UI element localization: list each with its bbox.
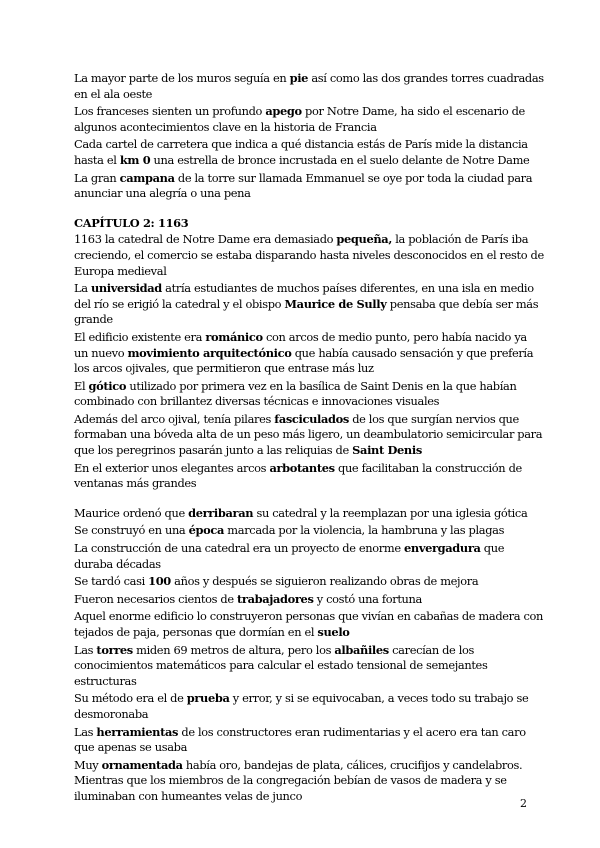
text-run: su catedral y la reemplazan por una iglesia gótica (253, 505, 528, 520)
paragraph (74, 379, 544, 410)
paragraph (74, 281, 544, 328)
paragraph (74, 725, 544, 756)
text-run: marcada por la violencia, la hambruna y las plagas (224, 523, 505, 538)
paragraph (74, 71, 544, 102)
paragraph (74, 461, 544, 492)
page-content (74, 71, 544, 805)
text-run: de la torre sur llamada Emmanuel se oye por toda la ciudad para anunciar una alegría o una pena (74, 170, 533, 201)
text-run: con arcos de medio punto, pero había nacido ya un nuevo (74, 329, 527, 360)
bold-term: 100 (148, 574, 171, 589)
text-run: La gran (74, 170, 120, 185)
text-run: Cada cartel de carretera que indica a qué distancia estás de París mide la distancia hasta el (74, 137, 528, 167)
text-run: Maurice ordenó que (74, 505, 189, 520)
bold-term: km 0 (119, 152, 151, 167)
paragraph-gap (74, 202, 544, 216)
text-run: y error, y si se equivocaban, a veces todo su trabajo se desmoronaba (74, 691, 529, 721)
text-run: Muy (74, 757, 102, 772)
paragraph (74, 609, 544, 640)
bold-term: movimiento arquitectónico (127, 345, 292, 360)
bold-term: fasciculados (274, 411, 349, 426)
bold-term: herramientas (96, 724, 179, 739)
bold-term: prueba (186, 691, 230, 706)
bold-term: gótico (88, 378, 127, 393)
text-run: había oro, bandejas de plata, cálices, crucifijos y candelabros. Mientras que los miembros de la congregación bebían de vasos de madera y se iluminaban con humeantes velas de junco (74, 757, 523, 803)
bold-term: Saint Denis (352, 443, 422, 458)
page-number: 2 (520, 797, 527, 810)
paragraph (74, 506, 544, 522)
section-intro (74, 71, 544, 202)
bold-term: arbotantes (269, 460, 335, 475)
section-construction (74, 506, 544, 805)
text-run: pensaba que debía ser más grande (74, 296, 539, 327)
paragraph (74, 104, 544, 135)
text-run: Se tardó casi (74, 574, 149, 589)
bold-term: suelo (317, 625, 350, 639)
text-run: así como las dos grandes torres cuadradas en el ala oeste (74, 71, 544, 101)
paragraph (74, 643, 544, 690)
text-run: Además del arco ojival, tenía pilares (74, 411, 275, 426)
bold-term: Maurice de Sully (284, 296, 387, 311)
text-run: miden 69 metros de altura, pero los (132, 642, 335, 657)
text-run: Las (74, 642, 97, 657)
bold-term: época (188, 523, 225, 538)
chapter-title: CAPÍTULO 2: 1163 (74, 215, 189, 230)
paragraph (74, 232, 544, 279)
paragraph (74, 758, 544, 805)
text-run: El edificio existente era (74, 329, 206, 344)
text-run: En el exterior unos elegantes arcos (74, 460, 270, 475)
paragraph (74, 412, 544, 459)
text-run: La construcción de una catedral era un proyecto de enorme (74, 541, 404, 556)
text-run: carecían de los conocimientos matemáticos para calcular el estado tensional de semejantes estructuras (74, 642, 488, 688)
text-run: una estrella de bronce incrustada en el suelo delante de Notre Dame (150, 152, 530, 167)
bold-term: ornamentada (101, 757, 183, 772)
text-run: de los que surgían nervios que formaban una bóveda alta de un peso más ligero, un deambulatorio semicircular para que los peregrinos pasarán junto a las reliquias de (74, 411, 543, 458)
text-run: utilizado por primera vez en la basílica de Saint Denis en la que habían combinado con brillantez diversas técnicas e innovaciones visuales (74, 378, 517, 409)
paragraph (74, 137, 544, 168)
bold-term: universidad (90, 281, 162, 296)
paragraph (74, 592, 544, 608)
bold-term: campana (119, 170, 175, 185)
paragraph (74, 541, 544, 572)
paragraph (74, 691, 544, 722)
text-run: Se construyó en una (74, 523, 189, 538)
bold-term: pequeña, (336, 232, 392, 247)
bold-term: trabajadores (237, 591, 314, 606)
text-run: La mayor parte de los muros seguía en (74, 71, 290, 85)
bold-term: torres (96, 642, 133, 657)
section-chapter-body (74, 232, 544, 492)
text-run: Fueron necesarios cientos de (74, 591, 237, 606)
paragraph (74, 574, 544, 590)
bold-term: románico (205, 329, 263, 344)
text-run: El (74, 378, 89, 393)
text-run: que había causado sensación y que prefería los arcos ojivales, que permitieron que entrase más luz (74, 345, 534, 376)
text-run: Las (74, 724, 97, 739)
bold-term: apego (265, 104, 302, 119)
bold-term: albañiles (334, 642, 389, 657)
text-run: y costó una fortuna (313, 591, 422, 606)
text-run: que facilitaban la construcción de ventanas más grandes (74, 460, 522, 491)
text-run: la población de París iba creciendo, el comercio se estaba disparando hasta niveles desconocidos en el resto de Europa medieval (74, 232, 544, 278)
text-run: Su método era el de (74, 691, 187, 706)
text-run: La (74, 281, 91, 296)
text-run: por Notre Dame, ha sido el escenario de algunos acontecimientos clave en la historia de Francia (74, 104, 525, 134)
bold-term: pie (289, 71, 309, 85)
text-run: atría estudiantes de muchos países diferentes, en una isla en medio del río se erigió la catedral y el obispo (74, 281, 534, 311)
bold-term: derribaran (188, 505, 254, 520)
text-run: 1163 la catedral de Notre Dame era demasiado (74, 232, 337, 247)
paragraph (74, 523, 544, 539)
bold-term: envergadura (403, 541, 481, 556)
text-run: Aquel enorme edificio lo construyeron personas que vivían en cabañas de madera con tejados de paja, personas que dormían en el (74, 609, 543, 639)
text-run: Los franceses sienten un profundo (74, 104, 266, 119)
paragraph-gap (74, 492, 544, 506)
text-run: de los constructores eran rudimentarias y el acero era tan caro que apenas se usaba (74, 724, 526, 755)
text-run: que duraba décadas (74, 541, 505, 571)
paragraph (74, 330, 544, 377)
text-run: años y después se siguieron realizando obras de mejora (170, 574, 479, 589)
paragraph (74, 171, 544, 202)
